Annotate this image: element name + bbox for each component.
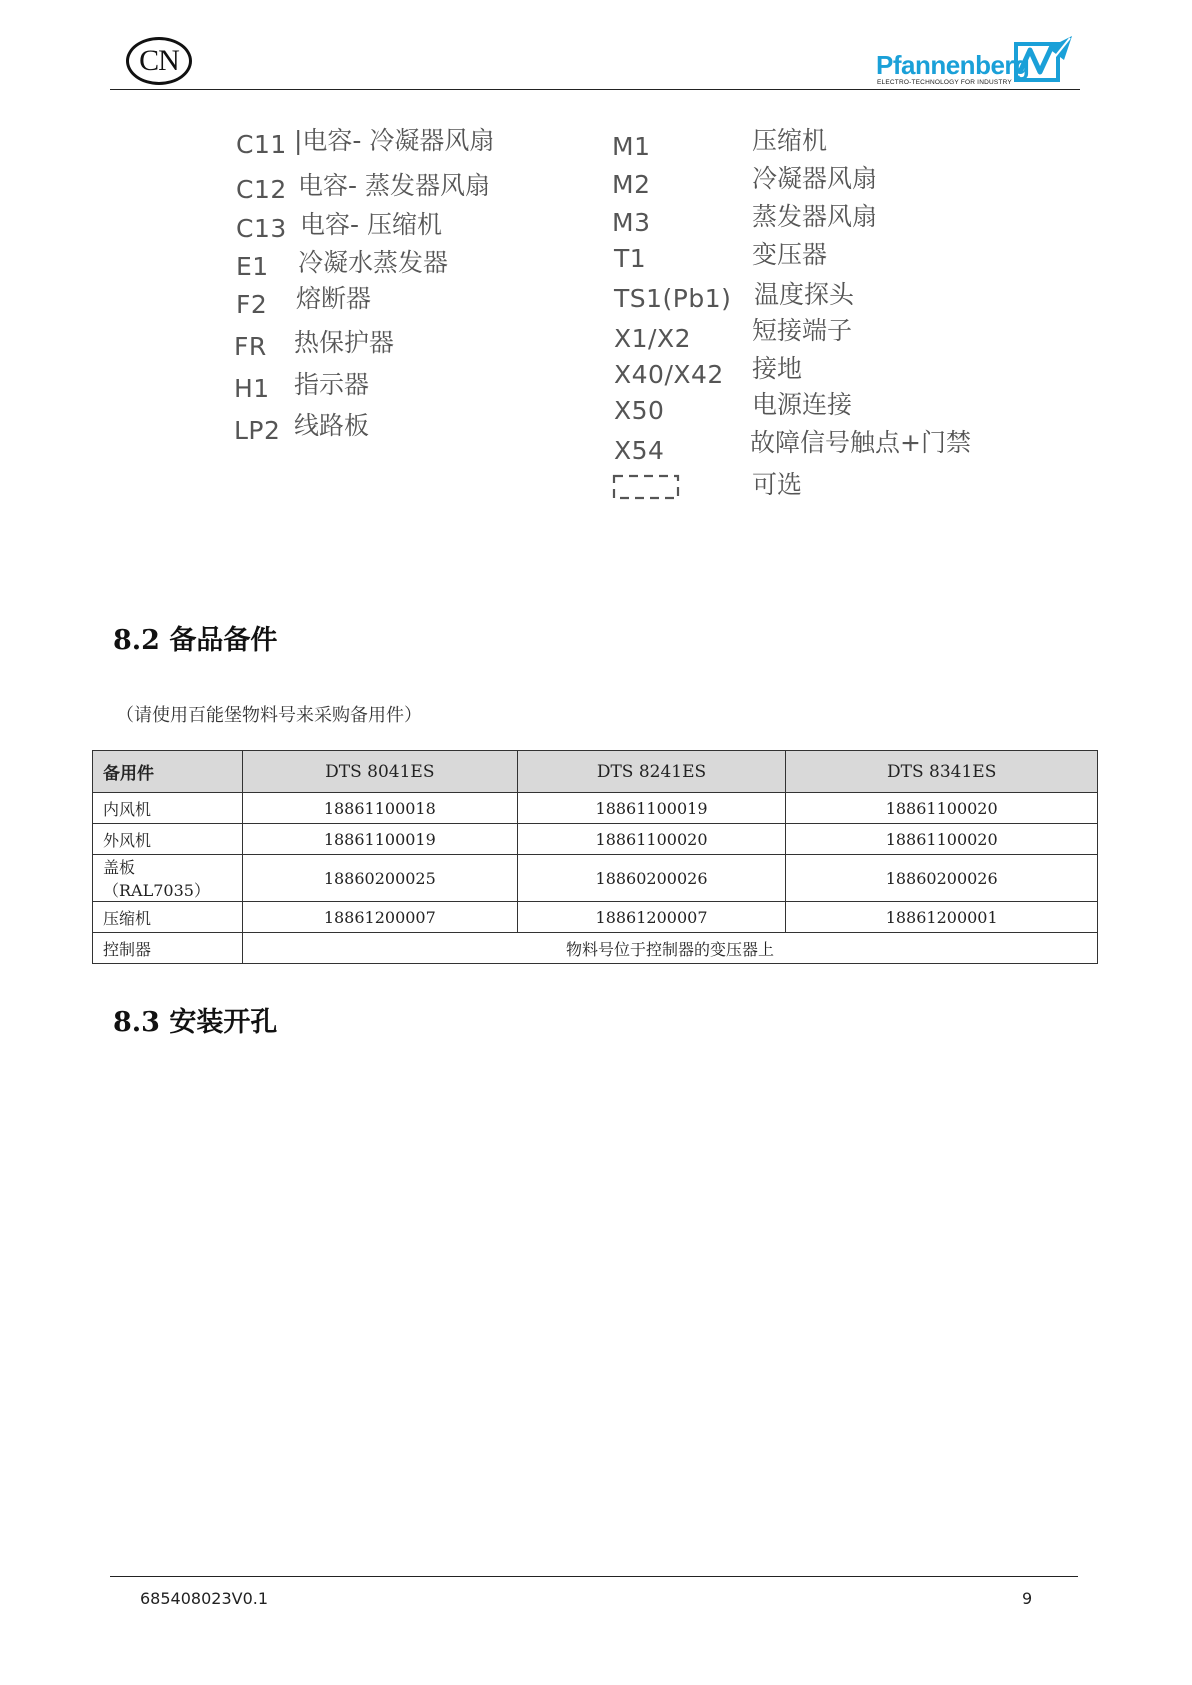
legend-code: C12 (236, 175, 287, 204)
legend-code: F2 (236, 290, 268, 319)
legend-code: T1 (614, 244, 647, 273)
table-cell: 盖板（RAL7035） (93, 855, 243, 902)
table-cell: 外风机 (93, 824, 243, 855)
legend-label: 可选 (752, 470, 803, 499)
legend-code: C11 (236, 130, 287, 159)
legend-label: 压缩机 (752, 126, 828, 155)
legend-label: 变压器 (752, 240, 828, 269)
table-cell: 18860200026 (517, 855, 786, 902)
table-cell: 压缩机 (93, 902, 243, 933)
legend-label: 蒸发器风扇 (752, 202, 878, 231)
legend-label: 冷凝水蒸发器 (298, 248, 449, 277)
legend-label: 电容- 压缩机 (300, 210, 442, 239)
document-number: 685408023V0.1 (140, 1589, 269, 1608)
page-number: 9 (1022, 1589, 1033, 1608)
legend-code: M3 (612, 208, 651, 237)
table-header-cell: 备用件 (93, 751, 243, 793)
table-cell: 内风机 (93, 793, 243, 824)
table-row (93, 902, 1098, 933)
brand-logo-text: Pfannenberg (876, 50, 1030, 80)
legend-code: LP2 (234, 416, 281, 445)
legend-label: |电容- 冷凝器风扇 (294, 126, 495, 155)
legend-label: 短接端子 (752, 316, 853, 345)
legend-label: 电容- 蒸发器风扇 (298, 171, 490, 200)
legend-code: X40/X42 (614, 360, 724, 389)
brand-logo-icon (1014, 34, 1074, 86)
table-cell: 18861100020 (786, 824, 1098, 855)
legend-label: 热保护器 (294, 328, 395, 357)
legend-label: 指示器 (294, 370, 370, 399)
legend-code: M1 (612, 132, 651, 161)
optional-dashed-box-icon (612, 474, 680, 500)
table-header-row (93, 751, 1098, 793)
legend-code: X50 (614, 396, 665, 425)
section-heading-8-2: 8.2 备品备件 (113, 625, 278, 656)
table-cell: 18861200007 (242, 902, 517, 933)
table-row-controller (93, 933, 1098, 964)
legend-label: 线路板 (294, 411, 370, 440)
legend-code: X1/X2 (614, 324, 691, 353)
table-cell: 18861200007 (517, 902, 786, 933)
section-heading-8-3: 8.3 安装开孔 (113, 1007, 278, 1038)
legend-code: H1 (234, 374, 270, 403)
table-row (93, 824, 1098, 855)
table-cell: 18860200025 (242, 855, 517, 902)
legend-code: M2 (612, 170, 651, 199)
table-row (93, 855, 1098, 902)
brand-tagline: ELECTRO-TECHNOLOGY FOR INDUSTRY (877, 79, 1012, 86)
table-cell: 18861100020 (786, 793, 1098, 824)
table-cell: 18860200026 (786, 855, 1098, 902)
legend-label: 接地 (752, 354, 803, 383)
legend-code: FR (234, 332, 267, 361)
legend-label: 冷凝器风扇 (752, 164, 878, 193)
legend-label: 故障信号触点+门禁 (750, 428, 971, 457)
legend-label: 温度探头 (754, 280, 855, 309)
legend-code: E1 (236, 252, 269, 281)
legend-code: C13 (236, 214, 287, 243)
footer-rule (110, 1576, 1078, 1577)
header-rule (110, 89, 1080, 90)
table-cell: 控制器 (93, 933, 243, 964)
table-cell-merged: 物料号位于控制器的变压器上 (242, 933, 1097, 964)
table-cell: 18861100019 (517, 793, 786, 824)
table-row (93, 793, 1098, 824)
table-cell: 18861100019 (242, 824, 517, 855)
legend-code: X54 (614, 436, 665, 465)
country-badge: CN (126, 37, 192, 85)
table-cell: 18861200001 (786, 902, 1098, 933)
purchase-note: （请使用百能堡物料号来采购备用件） (116, 705, 422, 726)
table-header-cell: DTS 8341ES (786, 751, 1098, 793)
table-header-cell: DTS 8041ES (242, 751, 517, 793)
legend-label: 熔断器 (296, 284, 372, 313)
spare-parts-table (92, 750, 1098, 964)
legend-label: 电源连接 (752, 390, 853, 419)
legend-code: TS1(Pb1) (614, 284, 732, 313)
table-cell: 18861100020 (517, 824, 786, 855)
table-cell: 18861100018 (242, 793, 517, 824)
table-header-cell: DTS 8241ES (517, 751, 786, 793)
